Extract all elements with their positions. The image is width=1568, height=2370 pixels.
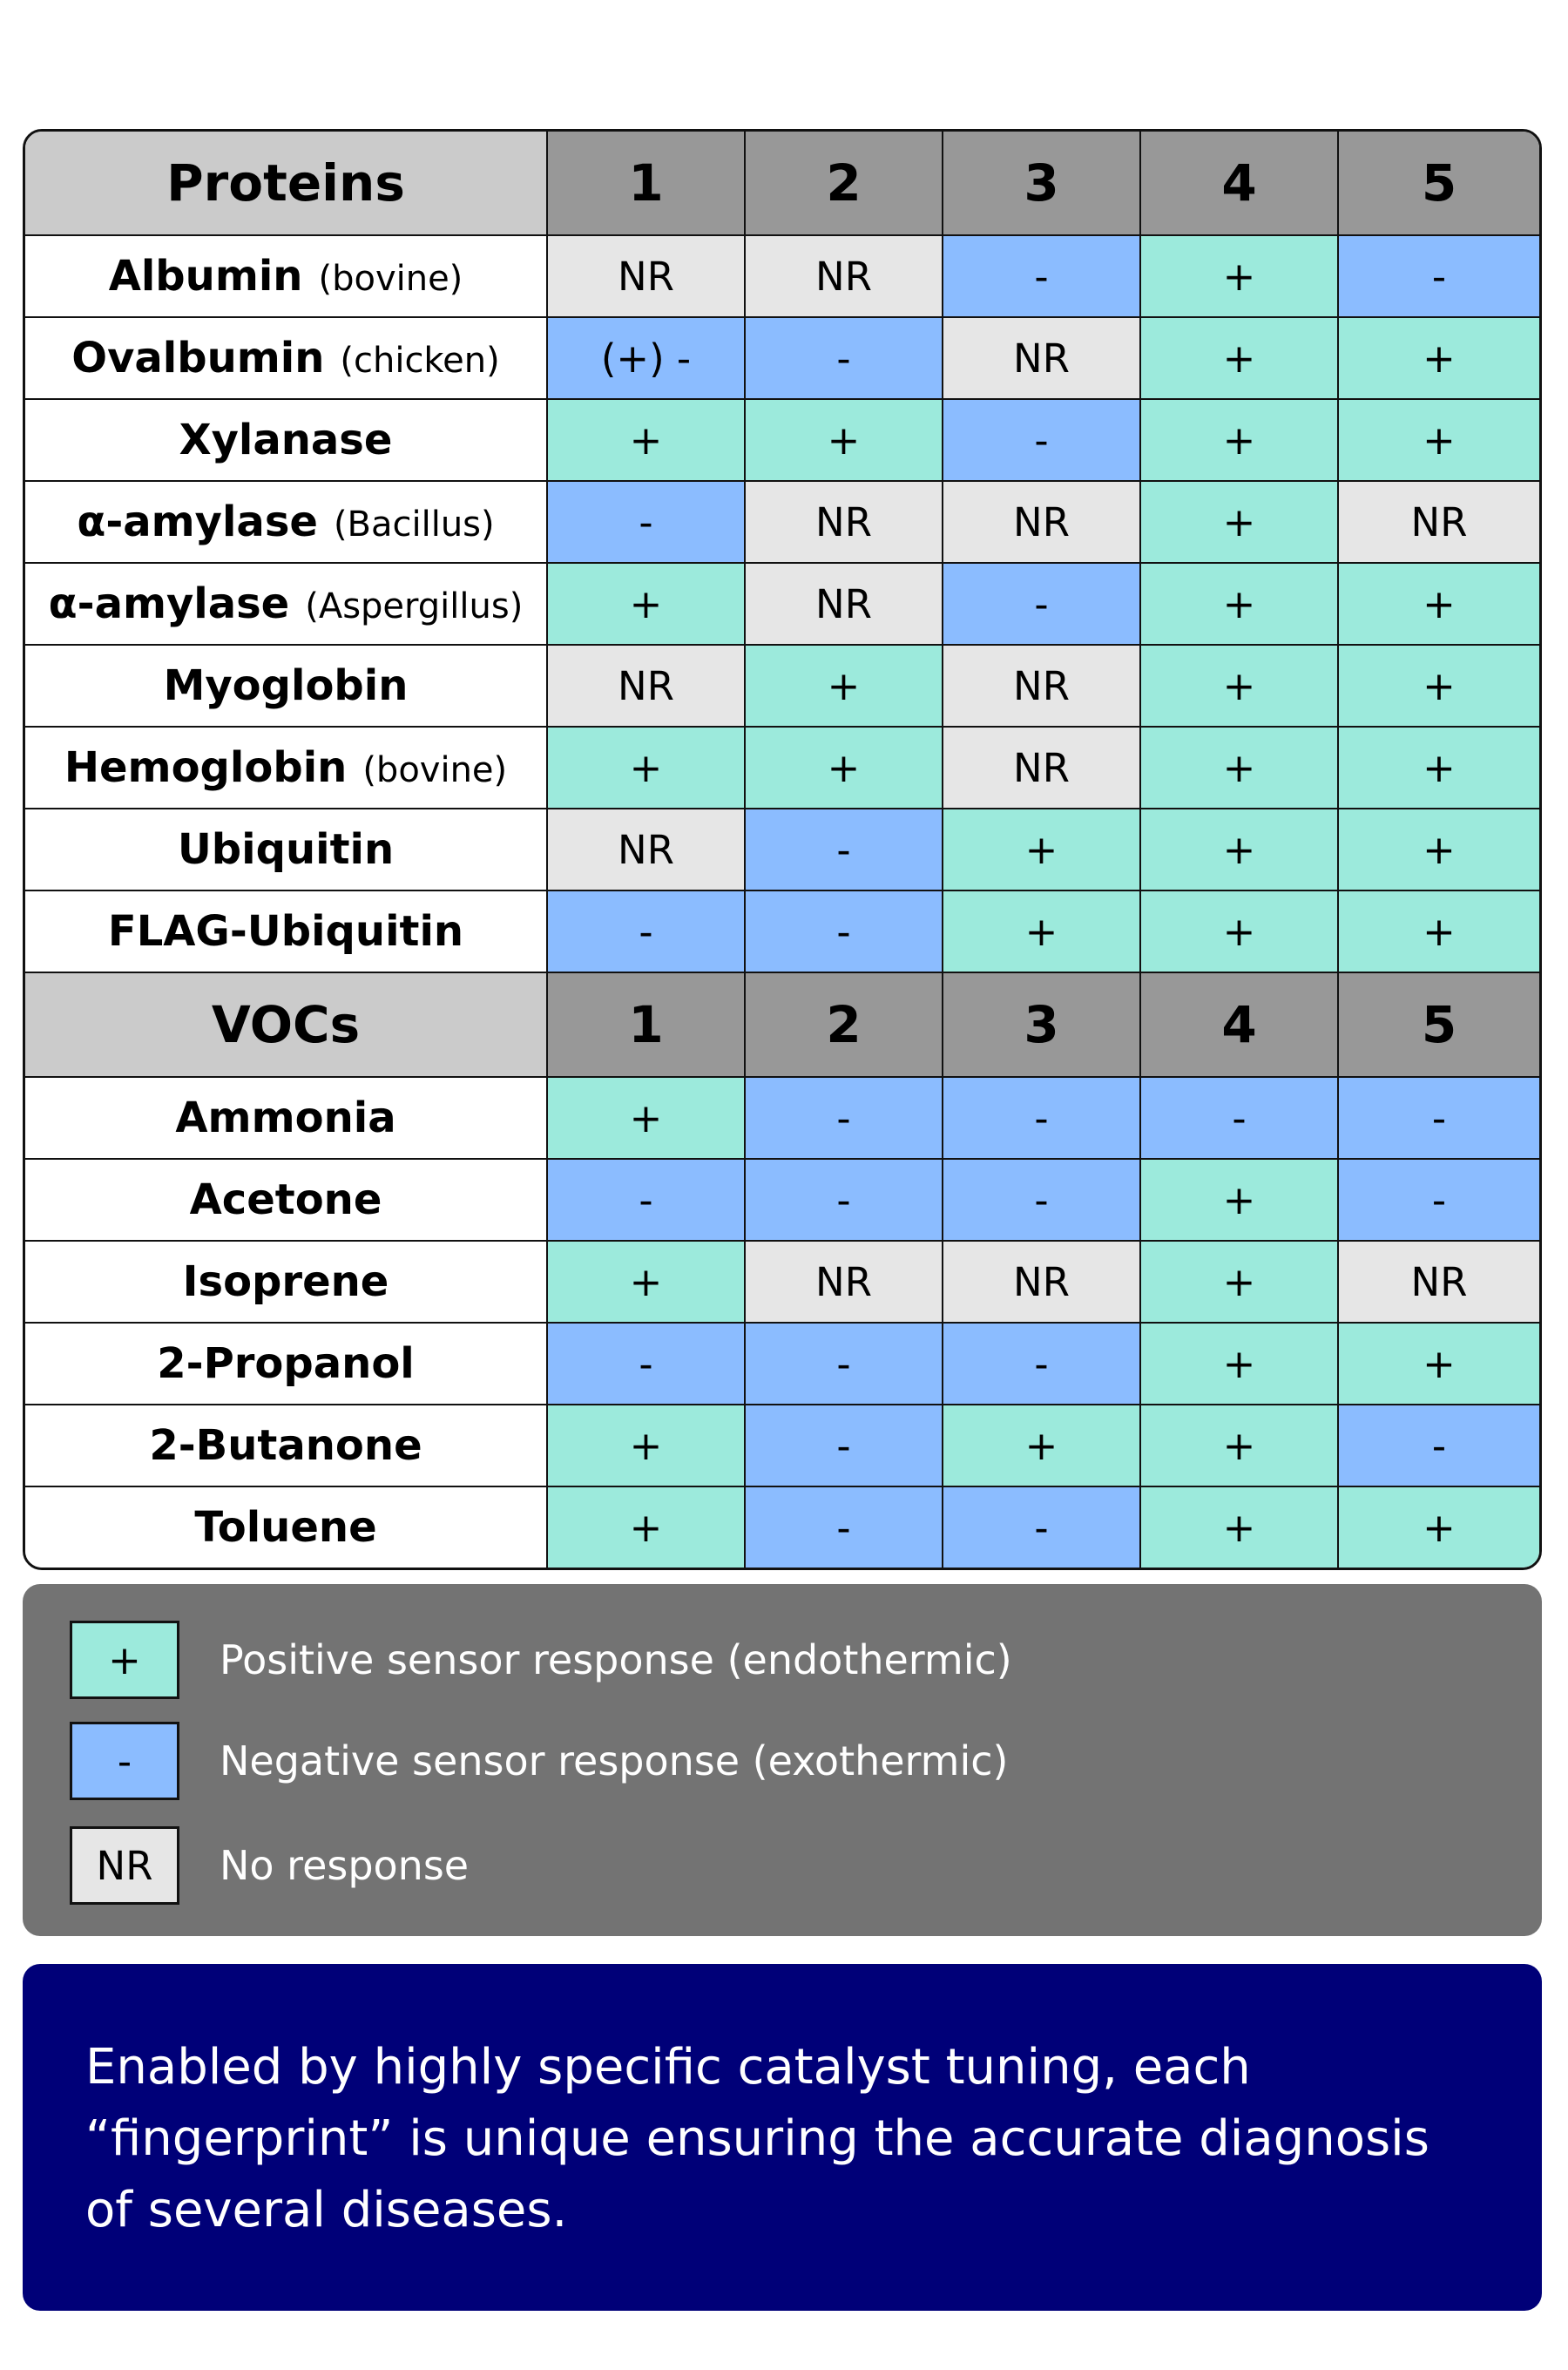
analyte-name: Toluene <box>194 1503 377 1552</box>
legend-swatch-no-response: NR <box>70 1826 179 1905</box>
response-cell: + <box>1141 400 1339 482</box>
response-cell: + <box>1141 1405 1339 1487</box>
response-cell: + <box>548 1242 746 1324</box>
sensor-column-header: 3 <box>943 132 1141 236</box>
analyte-name: Albumin <box>108 252 303 301</box>
sensor-column-header: 1 <box>548 132 746 236</box>
response-cell: + <box>1339 318 1539 400</box>
analyte-name: Acetone <box>189 1175 382 1224</box>
response-cell: - <box>943 236 1141 318</box>
analyte-detail: (bovine) <box>318 259 463 299</box>
sensor-column-header: 4 <box>1141 132 1339 236</box>
response-cell: + <box>943 891 1141 973</box>
analyte-name: Isoprene <box>182 1257 389 1306</box>
analyte-name-cell <box>25 236 548 318</box>
legend-item-negative <box>70 1722 1376 1802</box>
table-row <box>25 1487 1539 1568</box>
analyte-name: Hemoglobin <box>64 743 348 792</box>
table-row <box>25 318 1539 400</box>
analyte-detail: (Aspergillus) <box>305 586 524 626</box>
section-header-row <box>25 132 1539 236</box>
caption-text: Enabled by highly specific catalyst tuning, each “fingerprint” is unique ensuring the accurate diagnosis of several diseases. <box>85 2039 1429 2238</box>
sensor-column-header: 2 <box>746 973 943 1078</box>
analyte-name-cell <box>25 1242 548 1324</box>
table-row <box>25 1405 1539 1487</box>
response-cell: + <box>1141 1160 1339 1242</box>
response-cell: + <box>943 1405 1141 1487</box>
response-cell: + <box>1141 646 1339 728</box>
response-cell: + <box>548 1405 746 1487</box>
response-cell: - <box>943 1324 1141 1405</box>
section-header-row <box>25 973 1539 1078</box>
response-cell: + <box>1339 1487 1539 1568</box>
response-cell: NR <box>746 236 943 318</box>
section-title: Proteins <box>25 132 548 236</box>
response-cell: + <box>1141 1487 1339 1568</box>
sensor-column-header: 3 <box>943 973 1141 1078</box>
analyte-detail: (chicken) <box>340 341 500 381</box>
sensor-column-header: 5 <box>1339 973 1539 1078</box>
response-cell: NR <box>943 646 1141 728</box>
response-cell: - <box>548 1160 746 1242</box>
response-cell: - <box>746 1324 943 1405</box>
analyte-name-cell <box>25 400 548 482</box>
response-cell: + <box>1339 728 1539 809</box>
response-cell: (+) - <box>548 318 746 400</box>
response-cell: - <box>746 318 943 400</box>
response-cell: + <box>548 564 746 646</box>
analyte-name-cell <box>25 1405 548 1487</box>
response-cell: NR <box>943 318 1141 400</box>
legend-item-positive <box>70 1621 1376 1701</box>
response-cell: + <box>1339 564 1539 646</box>
analyte-name: Myoglobin <box>163 661 409 710</box>
analyte-name-cell <box>25 728 548 809</box>
table-row <box>25 1078 1539 1160</box>
response-cell: + <box>548 1078 746 1160</box>
response-cell: + <box>1141 1242 1339 1324</box>
response-cell: + <box>746 646 943 728</box>
analyte-detail: (Bacillus) <box>333 504 495 545</box>
response-cell: NR <box>1339 482 1539 564</box>
response-cell: + <box>1141 1324 1339 1405</box>
response-cell: - <box>943 1160 1141 1242</box>
response-cell: + <box>548 728 746 809</box>
analyte-name: 2-Propanol <box>157 1339 415 1388</box>
response-cell: + <box>1339 400 1539 482</box>
analyte-name: Ubiquitin <box>177 825 395 874</box>
response-cell: - <box>746 891 943 973</box>
legend-item-no-response <box>70 1826 1376 1906</box>
caption-box <box>23 1964 1542 2311</box>
response-cell: - <box>1339 236 1539 318</box>
sensor-column-header: 5 <box>1339 132 1539 236</box>
response-cell: + <box>1141 891 1339 973</box>
analyte-name: Ovalbumin <box>71 334 325 383</box>
response-cell: + <box>1141 318 1339 400</box>
table-row <box>25 809 1539 891</box>
response-cell: NR <box>746 564 943 646</box>
response-cell: - <box>746 1160 943 1242</box>
table-row <box>25 236 1539 318</box>
response-cell: NR <box>746 1242 943 1324</box>
table-row <box>25 646 1539 728</box>
legend-label-no-response: No response <box>220 1842 470 1889</box>
response-cell: - <box>1339 1078 1539 1160</box>
analyte-name-cell <box>25 809 548 891</box>
analyte-name-cell <box>25 1324 548 1405</box>
sensor-column-header: 1 <box>548 973 746 1078</box>
response-cell: - <box>943 1078 1141 1160</box>
analyte-detail: (bovine) <box>362 750 508 790</box>
table-row <box>25 564 1539 646</box>
response-cell: + <box>1141 728 1339 809</box>
response-cell: + <box>1339 891 1539 973</box>
response-cell: - <box>943 1487 1141 1568</box>
table-row <box>25 891 1539 973</box>
section-title: VOCs <box>25 973 548 1078</box>
legend-label-positive: Positive sensor response (endothermic) <box>220 1636 1012 1683</box>
response-cell: + <box>1141 809 1339 891</box>
analyte-name: Ammonia <box>175 1094 396 1142</box>
response-cell: + <box>1339 646 1539 728</box>
sensor-column-header: 4 <box>1141 973 1339 1078</box>
analyte-name-cell <box>25 482 548 564</box>
table-row <box>25 1242 1539 1324</box>
analyte-name-cell <box>25 1487 548 1568</box>
legend <box>23 1584 1542 1936</box>
analyte-name: 2-Butanone <box>149 1421 422 1470</box>
response-cell: - <box>548 1324 746 1405</box>
response-cell: + <box>746 728 943 809</box>
table-row <box>25 400 1539 482</box>
table-row <box>25 1160 1539 1242</box>
analyte-name-cell <box>25 1160 548 1242</box>
sensor-column-header: 2 <box>746 132 943 236</box>
response-cell: + <box>746 400 943 482</box>
response-cell: NR <box>548 646 746 728</box>
analyte-name: α-amylase <box>77 498 318 546</box>
response-cell: NR <box>1339 1242 1539 1324</box>
analyte-name-cell <box>25 318 548 400</box>
legend-swatch-negative: - <box>70 1722 179 1800</box>
response-cell: - <box>943 400 1141 482</box>
response-cell: - <box>746 1405 943 1487</box>
table-row <box>25 1324 1539 1405</box>
analyte-name-cell <box>25 564 548 646</box>
analyte-name: FLAG-Ubiquitin <box>107 907 464 956</box>
sensor-response-table <box>23 129 1542 1570</box>
response-cell: + <box>548 400 746 482</box>
response-cell: - <box>943 564 1141 646</box>
response-cell: - <box>1339 1160 1539 1242</box>
analyte-name: Xylanase <box>179 416 393 464</box>
response-cell: NR <box>943 482 1141 564</box>
analyte-name-cell <box>25 1078 548 1160</box>
legend-label-negative: Negative sensor response (exothermic) <box>220 1737 1009 1784</box>
analyte-name-cell <box>25 646 548 728</box>
analyte-name: α-amylase <box>48 579 290 628</box>
response-cell: + <box>1141 564 1339 646</box>
table-row <box>25 728 1539 809</box>
response-cell: + <box>1339 1324 1539 1405</box>
response-cell: NR <box>548 236 746 318</box>
table-row <box>25 482 1539 564</box>
response-cell: - <box>746 1078 943 1160</box>
response-cell: NR <box>943 728 1141 809</box>
response-cell: - <box>1141 1078 1339 1160</box>
response-cell: + <box>1141 236 1339 318</box>
response-cell: - <box>1339 1405 1539 1487</box>
response-cell: - <box>746 809 943 891</box>
response-cell: + <box>1339 809 1539 891</box>
response-cell: - <box>746 1487 943 1568</box>
response-cell: NR <box>746 482 943 564</box>
response-cell: - <box>548 482 746 564</box>
response-cell: + <box>943 809 1141 891</box>
response-cell: - <box>548 891 746 973</box>
response-cell: NR <box>943 1242 1141 1324</box>
response-cell: + <box>1141 482 1339 564</box>
analyte-name-cell <box>25 891 548 973</box>
response-cell: + <box>548 1487 746 1568</box>
response-cell: NR <box>548 809 746 891</box>
legend-swatch-positive: + <box>70 1621 179 1699</box>
